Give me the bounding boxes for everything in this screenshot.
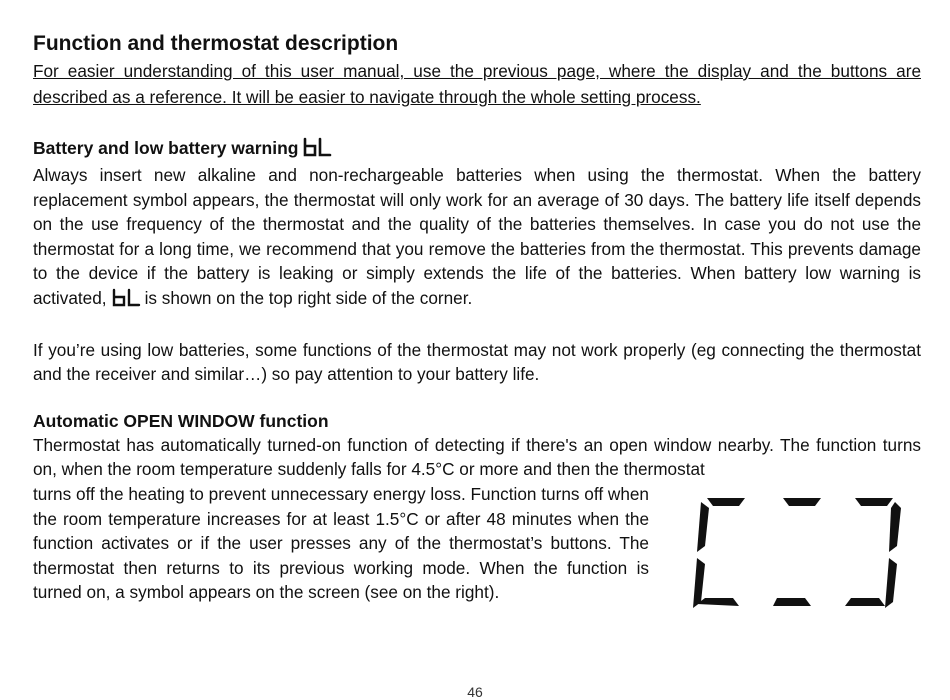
low-battery-bl-icon	[302, 137, 332, 163]
open-window-paragraph-narrow: turns off the heating to prevent unnecessary energy loss. Function turns off when the room temperature increases for at least 1.5°C or after 48 minutes when the function activates or if the user presses any of the thermostat’s buttons. The thermostat then returns to its previous working mode. When the function is turned on, a symbol appears on the screen (see on the right).	[33, 483, 649, 603]
battery-section-title: Battery and low battery warning	[33, 136, 921, 163]
low-batteries-note: If you’re using low batteries, some functions of the thermostat may not work properly (eg connecting the thermostat and the receiver and similar…) so pay attention to your battery life.	[33, 339, 921, 385]
manual-page	[33, 30, 921, 605]
open-window-section-title: Automatic OPEN WINDOW function	[33, 410, 329, 431]
battery-paragraph: Always insert new alkaline and non-rechargeable batteries when using the thermostat. When the battery replacement symbol appears, the thermostat will only work for an average of 30 days. The battery life itself depends on the use frequency of the thermostat and the quality of the batteries themselves. In case you do not use the thermostat for a long time, we recommend that you remove the batteries from the thermostat. This prevents damage to the device if the battery is leaking or simply extends the life of the batteries. When battery low warning is activated, is shown on the top right side of the corner.	[33, 163, 921, 314]
open-window-paragraph-full: Thermostat has automatically turned-on function of detecting if there's an open window nearby. The function turns on, when the room temperature suddenly falls for 4.5°C or more and then the thermostat	[33, 434, 921, 480]
page-number: 46	[467, 684, 483, 700]
low-battery-bl-inline-icon	[111, 288, 141, 314]
page-heading: Function and thermostat description	[33, 32, 399, 55]
intro-paragraph: For easier understanding of this user manual, use the previous page, where the display and the buttons are described as a reference. It will be easier to navigate through the whole setting process.	[33, 61, 921, 107]
open-window-segment-icon	[693, 494, 903, 619]
